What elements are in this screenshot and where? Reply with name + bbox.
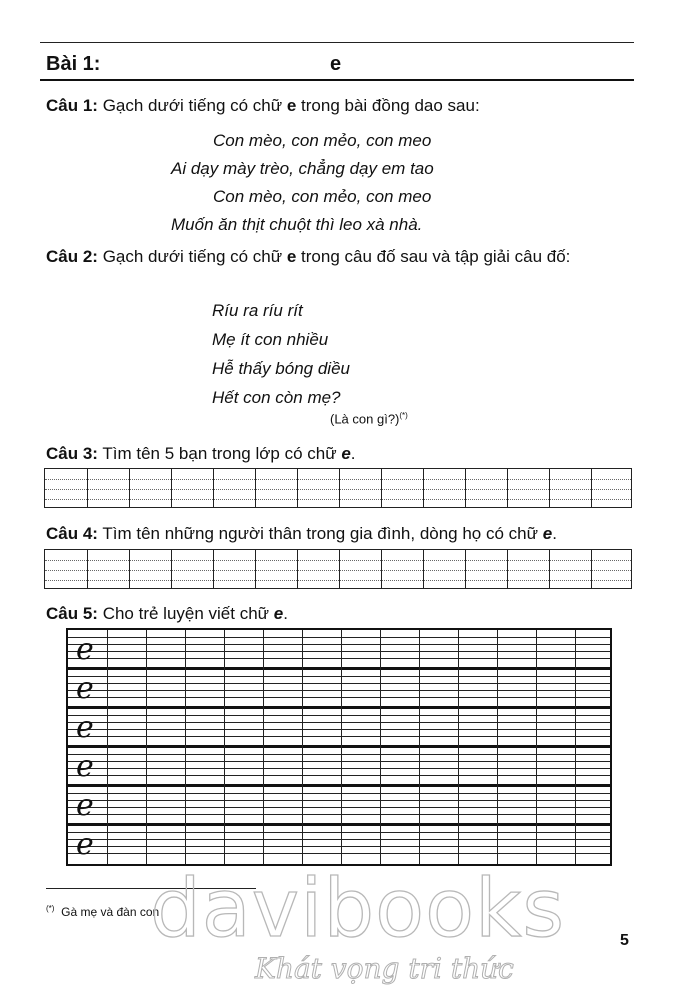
question-2-label: Câu 2: xyxy=(46,247,98,266)
writing-guide-line xyxy=(68,853,610,854)
poem-line-3: Con mèo, con mẻo, con meo xyxy=(213,187,432,206)
writing-guide-line xyxy=(68,768,610,769)
watermark-brand: davibooks xyxy=(150,862,566,955)
sample-letter-e: e xyxy=(76,788,94,823)
writing-baseline xyxy=(68,745,610,748)
question-5-text: Cho trẻ luyện viết chữ xyxy=(97,604,274,623)
sample-letter-e: e xyxy=(76,671,94,706)
riddle-answer-text: (Là con gì?) xyxy=(330,411,400,427)
grid-cell-divider xyxy=(213,469,214,507)
top-rule xyxy=(40,42,634,43)
writing-guide-line xyxy=(68,729,610,730)
writing-column-divider xyxy=(497,630,498,864)
writing-column-divider xyxy=(536,630,537,864)
question-1 xyxy=(46,93,636,119)
grid-cell-divider xyxy=(339,469,340,507)
writing-column-divider xyxy=(419,630,420,864)
question-5-label: Câu 5: xyxy=(46,604,98,623)
sample-letter-e: e xyxy=(76,632,94,667)
writing-guide-line xyxy=(68,793,610,794)
writing-column-divider xyxy=(107,630,108,864)
writing-column-divider xyxy=(224,630,225,864)
footnote-mark: (*) xyxy=(46,904,55,913)
question-5 xyxy=(46,601,636,627)
writing-column-divider xyxy=(263,630,264,864)
writing-column-divider xyxy=(185,630,186,864)
grid-cell-divider xyxy=(87,550,88,588)
writing-guide-line xyxy=(68,846,610,847)
writing-guide-line xyxy=(68,761,610,762)
writing-guide-line xyxy=(68,736,610,737)
grid-cell-divider xyxy=(507,469,508,507)
title-rule xyxy=(40,79,634,81)
writing-guide-line xyxy=(68,697,610,698)
dotted-guide-line xyxy=(45,570,631,571)
sample-letter-e: e xyxy=(76,710,94,745)
grid-cell-divider xyxy=(549,469,550,507)
writing-guide-line xyxy=(68,715,610,716)
question-4-letter: e xyxy=(542,524,553,543)
poem-line-2: Ai dạy mày trèo, chẳng dạy em tao xyxy=(171,159,434,178)
writing-guide-line xyxy=(68,807,610,808)
question-5-letter: e xyxy=(273,604,284,623)
question-2-letter: e xyxy=(286,247,297,266)
question-2 xyxy=(46,244,636,270)
question-3-end: . xyxy=(350,444,356,463)
writing-guide-line xyxy=(68,658,610,659)
grid-cell-divider xyxy=(255,469,256,507)
watermark-slogan: Khát vọng tri thức xyxy=(255,952,514,985)
writing-baseline xyxy=(68,667,610,670)
dotted-guide-line xyxy=(45,479,631,480)
dotted-guide-line xyxy=(45,489,631,490)
writing-guide-line xyxy=(68,800,610,801)
grid-cell-divider xyxy=(381,469,382,507)
poem-line-1: Con mèo, con mẻo, con meo xyxy=(213,131,432,150)
writing-column-divider xyxy=(575,630,576,864)
writing-guide-line xyxy=(68,839,610,840)
writing-guide-line xyxy=(68,832,610,833)
question-2-text-end: trong câu đố sau và tập giải câu đố: xyxy=(296,247,571,266)
writing-guide-line xyxy=(68,676,610,677)
grid-cell-divider xyxy=(87,469,88,507)
writing-baseline xyxy=(68,823,610,826)
question-3-letter: e xyxy=(341,444,351,463)
question-1-label: Câu 1: xyxy=(46,96,98,115)
writing-guide-line xyxy=(68,644,610,645)
grid-cell-divider xyxy=(297,550,298,588)
grid-cell-divider xyxy=(423,469,424,507)
grid-cell-divider xyxy=(591,550,592,588)
question-4-text: Tìm tên những người thân trong gia đình, dòng họ có chữ xyxy=(97,524,543,543)
question-2-text: Gạch dưới tiếng có chữ xyxy=(97,247,287,266)
riddle-footnote-mark: (*) xyxy=(399,411,408,420)
poem-line-4: Muốn ăn thịt chuột thì leo xà nhà. xyxy=(171,215,423,234)
question-4-label: Câu 4: xyxy=(46,524,98,543)
riddle-line-2: Mẹ ít con nhiều xyxy=(212,330,329,349)
answer-grid-1[interactable] xyxy=(44,468,632,508)
question-4 xyxy=(46,521,636,547)
writing-guide-line xyxy=(68,637,610,638)
grid-cell-divider xyxy=(129,469,130,507)
lesson-title: Bài 1: xyxy=(46,53,101,75)
riddle-line-4: Hết con còn mẹ? xyxy=(212,388,341,407)
riddle-answer-prompt xyxy=(330,411,408,426)
writing-baseline xyxy=(68,706,610,709)
grid-cell-divider xyxy=(213,550,214,588)
grid-cell-divider xyxy=(171,469,172,507)
writing-guide-line xyxy=(68,814,610,815)
sample-letter-e: e xyxy=(76,749,94,784)
grid-cell-divider xyxy=(591,469,592,507)
question-1-text: Gạch dưới tiếng có chữ xyxy=(97,96,287,115)
writing-guide-line xyxy=(68,722,610,723)
question-5-end: . xyxy=(283,604,288,623)
question-1-text-end: trong bài đồng dao sau: xyxy=(296,96,480,115)
grid-cell-divider xyxy=(465,550,466,588)
question-3-text: Tìm tên 5 bạn trong lớp có chữ xyxy=(97,444,342,463)
grid-cell-divider xyxy=(339,550,340,588)
grid-cell-divider xyxy=(465,469,466,507)
writing-guide-line xyxy=(68,775,610,776)
writing-column-divider xyxy=(146,630,147,864)
grid-cell-divider xyxy=(297,469,298,507)
question-3 xyxy=(46,441,636,467)
grid-cell-divider xyxy=(423,550,424,588)
dotted-guide-line xyxy=(45,560,631,561)
dotted-guide-line xyxy=(45,499,631,500)
footnote-text: Gà mẹ và đàn con xyxy=(61,905,160,919)
riddle-line-1: Ríu ra ríu rít xyxy=(212,301,303,320)
footnote xyxy=(46,904,159,919)
writing-baseline xyxy=(68,784,610,787)
lesson-letter: e xyxy=(330,53,342,75)
writing-column-divider xyxy=(302,630,303,864)
writing-column-divider xyxy=(380,630,381,864)
writing-column-divider xyxy=(458,630,459,864)
writing-guide-line xyxy=(68,754,610,755)
sample-letter-e: e xyxy=(76,827,94,862)
grid-cell-divider xyxy=(507,550,508,588)
writing-guide-line xyxy=(68,690,610,691)
grid-cell-divider xyxy=(129,550,130,588)
question-4-end: . xyxy=(552,524,557,543)
writing-guide-line xyxy=(68,651,610,652)
grid-cell-divider xyxy=(171,550,172,588)
grid-cell-divider xyxy=(381,550,382,588)
riddle xyxy=(212,296,350,412)
answer-grid-2[interactable] xyxy=(44,549,632,589)
dotted-guide-line xyxy=(45,580,631,581)
page-number: 5 xyxy=(620,932,629,949)
grid-cell-divider xyxy=(549,550,550,588)
question-3-label: Câu 3: xyxy=(46,444,98,463)
riddle-line-3: Hễ thấy bóng diều xyxy=(212,359,350,378)
question-1-letter: e xyxy=(286,96,297,115)
writing-column-divider xyxy=(341,630,342,864)
writing-guide-line xyxy=(68,683,610,684)
handwriting-practice-grid[interactable] xyxy=(66,628,612,866)
grid-cell-divider xyxy=(255,550,256,588)
